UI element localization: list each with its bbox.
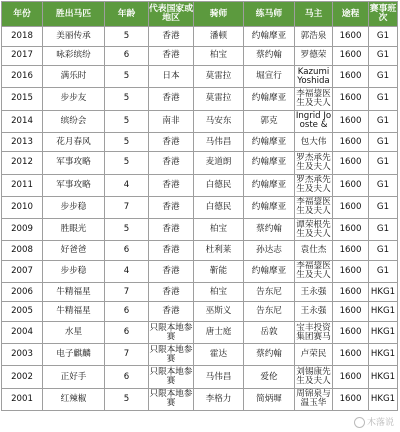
cell-age: 7	[105, 282, 149, 302]
cell-grade: G1	[369, 152, 398, 174]
cell-year: 2018	[2, 27, 43, 47]
cell-country: 只限本地参赛	[149, 322, 194, 344]
cell-owner: 李福鋆医生及夫人	[295, 260, 333, 282]
table-row	[2, 218, 398, 240]
table-row	[2, 132, 398, 152]
cell-distance: 1600	[333, 196, 369, 218]
cell-owner: 罗杰承先生及夫人	[295, 174, 333, 196]
cell-winner: 满乐时	[43, 66, 105, 88]
table-row	[2, 366, 398, 388]
cell-distance: 1600	[333, 174, 369, 196]
cell-age: 4	[105, 260, 149, 282]
watermark-text: 木落说	[366, 418, 394, 428]
cell-year: 2006	[2, 282, 43, 302]
cell-trainer: 岳敦	[244, 322, 295, 344]
cell-winner: 红辣椒	[43, 388, 105, 410]
watermark	[354, 415, 394, 428]
cell-grade: G1	[369, 260, 398, 282]
cell-age: 6	[105, 322, 149, 344]
cell-trainer: 蔡约翰	[244, 218, 295, 240]
cell-jockey: 柏宝	[194, 46, 244, 66]
cell-jockey: 白德民	[194, 196, 244, 218]
cell-trainer: 约翰摩亚	[244, 260, 295, 282]
cell-owner: 罗杰承先生及夫人	[295, 152, 333, 174]
cell-jockey: 马伟昌	[194, 132, 244, 152]
cell-winner: 正好手	[43, 366, 105, 388]
cell-grade: HKG1	[369, 344, 398, 366]
cell-trainer: 约翰摩亚	[244, 132, 295, 152]
cell-distance: 1600	[333, 88, 369, 110]
cell-trainer: 约翰摩亚	[244, 88, 295, 110]
cell-grade: G1	[369, 66, 398, 88]
cell-winner: 牛精福星	[43, 302, 105, 322]
cell-jockey: 马安东	[194, 110, 244, 132]
header-year: 年份	[2, 2, 43, 27]
cell-jockey: 马伟昌	[194, 366, 244, 388]
cell-winner: 胜眼光	[43, 218, 105, 240]
header-distance: 途程	[333, 2, 369, 27]
cell-jockey: 莫雷拉	[194, 66, 244, 88]
cell-country: 香港	[149, 241, 194, 261]
table-row	[2, 110, 398, 132]
cell-age: 5	[105, 132, 149, 152]
cell-winner: 步步友	[43, 88, 105, 110]
cell-jockey: 麦道朗	[194, 152, 244, 174]
cell-owner: 宝丰投资集团赛马	[295, 322, 333, 344]
cell-year: 2001	[2, 388, 43, 410]
cell-owner: 袁仕杰	[295, 241, 333, 261]
header-winner: 胜出马匹	[43, 2, 105, 27]
cell-grade: HKG1	[369, 322, 398, 344]
cell-owner: 谭荣根先生及夫人	[295, 218, 333, 240]
cell-country: 日本	[149, 66, 194, 88]
cell-grade: G1	[369, 46, 398, 66]
cell-year: 2002	[2, 366, 43, 388]
cell-distance: 1600	[333, 260, 369, 282]
cell-year: 2008	[2, 241, 43, 261]
race-results-table	[1, 1, 398, 411]
cell-winner: 电子麒麟	[43, 344, 105, 366]
cell-year: 2003	[2, 344, 43, 366]
table-row	[2, 302, 398, 322]
cell-owner: 王永强	[295, 302, 333, 322]
cell-country: 只限本地参赛	[149, 366, 194, 388]
table-row	[2, 241, 398, 261]
cell-jockey: 李格力	[194, 388, 244, 410]
cell-country: 香港	[149, 218, 194, 240]
cell-year: 2004	[2, 322, 43, 344]
cell-country: 香港	[149, 46, 194, 66]
cell-distance: 1600	[333, 344, 369, 366]
table-row	[2, 88, 398, 110]
cell-owner: 周锦泉与温玉华	[295, 388, 333, 410]
cell-trainer: 告东尼	[244, 282, 295, 302]
cell-age: 5	[105, 152, 149, 174]
cell-year: 2007	[2, 260, 43, 282]
cell-age: 6	[105, 241, 149, 261]
cell-grade: G1	[369, 196, 398, 218]
cell-distance: 1600	[333, 46, 369, 66]
cell-winner: 水星	[43, 322, 105, 344]
cell-age: 4	[105, 174, 149, 196]
cell-trainer: 告东尼	[244, 302, 295, 322]
cell-jockey: 白德民	[194, 174, 244, 196]
cell-jockey: 靳能	[194, 260, 244, 282]
cell-trainer: 孙达志	[244, 241, 295, 261]
cell-trainer: 堀宣行	[244, 66, 295, 88]
cell-year: 2011	[2, 174, 43, 196]
cell-grade: G1	[369, 110, 398, 132]
header-owner: 马主	[295, 2, 333, 27]
cell-winner: 军事攻略	[43, 174, 105, 196]
cell-grade: G1	[369, 88, 398, 110]
cell-grade: G1	[369, 27, 398, 47]
cell-winner: 牛精福星	[43, 282, 105, 302]
cell-country: 香港	[149, 152, 194, 174]
header-row	[2, 2, 398, 27]
cell-winner: 花月春风	[43, 132, 105, 152]
table-row	[2, 46, 398, 66]
cell-country: 香港	[149, 174, 194, 196]
cell-year: 2014	[2, 110, 43, 132]
header-jockey: 骑师	[194, 2, 244, 27]
cell-distance: 1600	[333, 218, 369, 240]
cell-distance: 1600	[333, 366, 369, 388]
cell-distance: 1600	[333, 241, 369, 261]
cell-trainer: 约翰摩亚	[244, 152, 295, 174]
cell-owner: 罗德荣	[295, 46, 333, 66]
cell-trainer: 简炳墀	[244, 388, 295, 410]
cell-country: 香港	[149, 260, 194, 282]
cell-winner: 咏彩缤纷	[43, 46, 105, 66]
cell-trainer: 蔡约翰	[244, 46, 295, 66]
cell-jockey: 潘顿	[194, 27, 244, 47]
cell-year: 2015	[2, 88, 43, 110]
cell-distance: 1600	[333, 152, 369, 174]
watermark-icon	[354, 417, 365, 428]
cell-year: 2005	[2, 302, 43, 322]
cell-owner: Ingrid Jooste &	[295, 110, 333, 132]
cell-trainer: 郭克	[244, 110, 295, 132]
cell-grade: HKG1	[369, 282, 398, 302]
cell-trainer: 约翰摩亚	[244, 27, 295, 47]
cell-age: 5	[105, 110, 149, 132]
cell-age: 7	[105, 196, 149, 218]
cell-grade: G1	[369, 218, 398, 240]
cell-trainer: 爱伦	[244, 366, 295, 388]
cell-country: 只限本地参赛	[149, 388, 194, 410]
cell-year: 2010	[2, 196, 43, 218]
cell-grade: HKG1	[369, 366, 398, 388]
cell-distance: 1600	[333, 27, 369, 47]
cell-grade: G1	[369, 174, 398, 196]
cell-distance: 1600	[333, 66, 369, 88]
cell-country: 香港	[149, 196, 194, 218]
cell-winner: 美丽传承	[43, 27, 105, 47]
cell-age: 5	[105, 388, 149, 410]
cell-country: 香港	[149, 88, 194, 110]
cell-distance: 1600	[333, 388, 369, 410]
cell-age: 5	[105, 66, 149, 88]
cell-owner: Kazumi Yoshida	[295, 66, 333, 88]
cell-grade: G1	[369, 132, 398, 152]
cell-distance: 1600	[333, 302, 369, 322]
cell-country: 香港	[149, 132, 194, 152]
cell-age: 6	[105, 46, 149, 66]
table-row	[2, 27, 398, 47]
cell-trainer: 约翰摩亚	[244, 196, 295, 218]
cell-age: 5	[105, 218, 149, 240]
cell-jockey: 莫雷拉	[194, 88, 244, 110]
cell-jockey: 唐士庭	[194, 322, 244, 344]
cell-year: 2016	[2, 66, 43, 88]
cell-owner: 王永强	[295, 282, 333, 302]
cell-country: 南非	[149, 110, 194, 132]
cell-year: 2013	[2, 132, 43, 152]
cell-owner: 刘锡康先生及夫人	[295, 366, 333, 388]
cell-distance: 1600	[333, 322, 369, 344]
cell-country: 香港	[149, 302, 194, 322]
cell-distance: 1600	[333, 282, 369, 302]
cell-trainer: 蔡约翰	[244, 344, 295, 366]
table-row	[2, 174, 398, 196]
cell-jockey: 杜利莱	[194, 241, 244, 261]
header-age: 年龄	[105, 2, 149, 27]
cell-winner: 好爸爸	[43, 241, 105, 261]
cell-owner: 郭浩泉	[295, 27, 333, 47]
cell-country: 香港	[149, 282, 194, 302]
cell-grade: HKG1	[369, 302, 398, 322]
table-row	[2, 66, 398, 88]
table-row	[2, 388, 398, 410]
table-row	[2, 322, 398, 344]
cell-country: 香港	[149, 27, 194, 47]
cell-trainer: 约翰摩亚	[244, 174, 295, 196]
cell-winner: 步步稳	[43, 196, 105, 218]
cell-owner: 李福鋆医生及夫人	[295, 88, 333, 110]
cell-age: 7	[105, 344, 149, 366]
header-grade: 赛事班次	[369, 2, 398, 27]
cell-winner: 缤纷会	[43, 110, 105, 132]
cell-age: 6	[105, 302, 149, 322]
cell-winner: 步步稳	[43, 260, 105, 282]
cell-owner: 卢荣民	[295, 344, 333, 366]
cell-year: 2017	[2, 46, 43, 66]
cell-jockey: 巫斯义	[194, 302, 244, 322]
cell-age: 6	[105, 366, 149, 388]
cell-jockey: 霍达	[194, 344, 244, 366]
cell-year: 2012	[2, 152, 43, 174]
cell-jockey: 柏宝	[194, 218, 244, 240]
cell-jockey: 柏宝	[194, 282, 244, 302]
header-country: 代表国家或地区	[149, 2, 194, 27]
table-row	[2, 260, 398, 282]
cell-winner: 军事攻略	[43, 152, 105, 174]
table-row	[2, 282, 398, 302]
cell-grade: G1	[369, 241, 398, 261]
cell-owner: 李福鋆医生及夫人	[295, 196, 333, 218]
cell-owner: 包大伟	[295, 132, 333, 152]
table-row	[2, 344, 398, 366]
table-row	[2, 152, 398, 174]
cell-distance: 1600	[333, 132, 369, 152]
cell-country: 只限本地参赛	[149, 344, 194, 366]
header-trainer: 练马师	[244, 2, 295, 27]
cell-age: 5	[105, 27, 149, 47]
cell-year: 2009	[2, 218, 43, 240]
cell-distance: 1600	[333, 110, 369, 132]
cell-age: 5	[105, 88, 149, 110]
table-row	[2, 196, 398, 218]
cell-grade: HKG1	[369, 388, 398, 410]
